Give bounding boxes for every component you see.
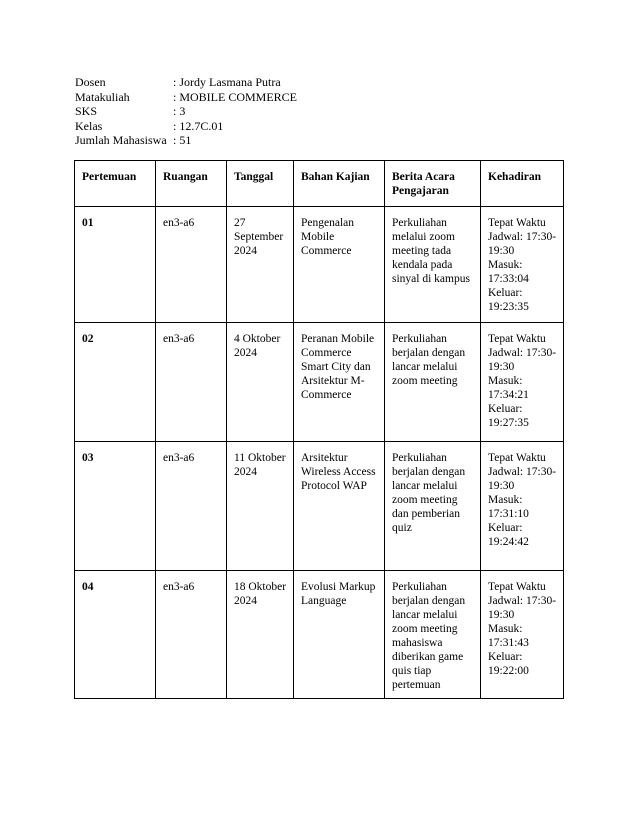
info-value: : Jordy Lasmana Putra bbox=[173, 75, 281, 89]
info-label: Dosen bbox=[75, 75, 106, 89]
cell-tanggal: 4 Oktober 2024 bbox=[227, 323, 294, 442]
header-bahan-kajian: Bahan Kajian bbox=[294, 161, 385, 207]
info-label: Matakuliah bbox=[75, 89, 130, 104]
kehadiran-masuk: Masuk: 17:33:04 bbox=[488, 259, 529, 285]
cell-pertemuan: 04 bbox=[75, 571, 156, 699]
cell-kehadiran bbox=[481, 442, 564, 571]
cell-tanggal: 27 September 2024 bbox=[227, 207, 294, 323]
cell-pertemuan: 01 bbox=[75, 207, 156, 323]
info-row-kelas bbox=[75, 119, 297, 134]
cell-bahan-kajian: Arsitektur Wireless Access Protocol WAP bbox=[294, 442, 385, 571]
cell-tanggal: 11 Oktober 2024 bbox=[227, 442, 294, 571]
cell-bahan-kajian: Evolusi Markup Language bbox=[294, 571, 385, 699]
info-value: : 51 bbox=[173, 133, 192, 147]
info-label: Jumlah Mahasiswa bbox=[75, 133, 167, 147]
info-label: SKS bbox=[75, 104, 98, 118]
table-header-row bbox=[75, 161, 564, 207]
header-ruangan: Ruangan bbox=[156, 161, 227, 207]
kehadiran-jadwal: Jadwal: 17:30-19:30 bbox=[488, 231, 557, 257]
cell-kehadiran bbox=[481, 571, 564, 699]
attendance-table bbox=[74, 160, 564, 699]
cell-berita-acara: Perkuliahan berjalan dengan lancar melalui zoom meeting bbox=[385, 323, 481, 442]
cell-pertemuan: 03 bbox=[75, 442, 156, 571]
header-tanggal: Tanggal bbox=[227, 161, 294, 207]
info-value: : 3 bbox=[173, 104, 186, 118]
course-info bbox=[75, 75, 297, 148]
kehadiran-jadwal: Jadwal: 17:30-19:30 bbox=[488, 347, 557, 373]
info-value: : 12.7C.01 bbox=[173, 118, 224, 133]
cell-bahan-kajian: Peranan Mobile Commerce Smart City dan Arsitektur M-Commerce bbox=[294, 323, 385, 442]
cell-kehadiran bbox=[481, 207, 564, 323]
info-row-sks bbox=[75, 104, 297, 119]
cell-pertemuan: 02 bbox=[75, 323, 156, 442]
info-value: : MOBILE COMMERCE bbox=[173, 89, 298, 104]
table-row bbox=[75, 571, 564, 699]
cell-ruangan: en3-a6 bbox=[156, 207, 227, 323]
kehadiran-status: Tepat Waktu bbox=[488, 217, 546, 229]
header-kehadiran: Kehadiran bbox=[481, 161, 564, 207]
table-row bbox=[75, 323, 564, 442]
table-row bbox=[75, 442, 564, 571]
kehadiran-keluar: Keluar: 19:22:00 bbox=[488, 651, 529, 677]
kehadiran-masuk: Masuk: 17:34:21 bbox=[488, 375, 529, 401]
info-row-jumlah-mahasiswa bbox=[75, 133, 297, 148]
cell-kehadiran bbox=[481, 323, 564, 442]
cell-tanggal: 18 Oktober 2024 bbox=[227, 571, 294, 699]
kehadiran-jadwal: Jadwal: 17:30-19:30 bbox=[488, 595, 557, 621]
cell-bahan-kajian: Pengenalan Mobile Commerce bbox=[294, 207, 385, 323]
info-row-dosen bbox=[75, 75, 297, 90]
cell-ruangan: en3-a6 bbox=[156, 323, 227, 442]
cell-ruangan: en3-a6 bbox=[156, 571, 227, 699]
cell-berita-acara: Perkuliahan melalui zoom meeting tada kendala pada sinyal di kampus bbox=[385, 207, 481, 323]
kehadiran-masuk: Masuk: 17:31:43 bbox=[488, 623, 529, 649]
cell-berita-acara: Perkuliahan berjalan dengan lancar melalui zoom meeting dan pemberian quiz bbox=[385, 442, 481, 571]
kehadiran-keluar: Keluar: 19:24:42 bbox=[488, 522, 529, 548]
kehadiran-status: Tepat Waktu bbox=[488, 581, 546, 593]
kehadiran-status: Tepat Waktu bbox=[488, 333, 546, 345]
info-row-matakuliah bbox=[75, 90, 297, 105]
info-label: Kelas bbox=[75, 118, 103, 133]
header-pertemuan: Pertemuan bbox=[75, 161, 156, 207]
kehadiran-keluar: Keluar: 19:27:35 bbox=[488, 403, 529, 429]
cell-ruangan: en3-a6 bbox=[156, 442, 227, 571]
kehadiran-status: Tepat Waktu bbox=[488, 452, 546, 464]
table-row bbox=[75, 207, 564, 323]
kehadiran-keluar: Keluar: 19:23:35 bbox=[488, 287, 529, 313]
header-berita-acara: Berita Acara Pengajaran bbox=[385, 161, 481, 207]
cell-berita-acara: Perkuliahan berjalan dengan lancar melalui zoom meeting mahasiswa diberikan game quis tiap pertemuan bbox=[385, 571, 481, 699]
kehadiran-masuk: Masuk: 17:31:10 bbox=[488, 494, 529, 520]
kehadiran-jadwal: Jadwal: 17:30-19:30 bbox=[488, 466, 557, 492]
